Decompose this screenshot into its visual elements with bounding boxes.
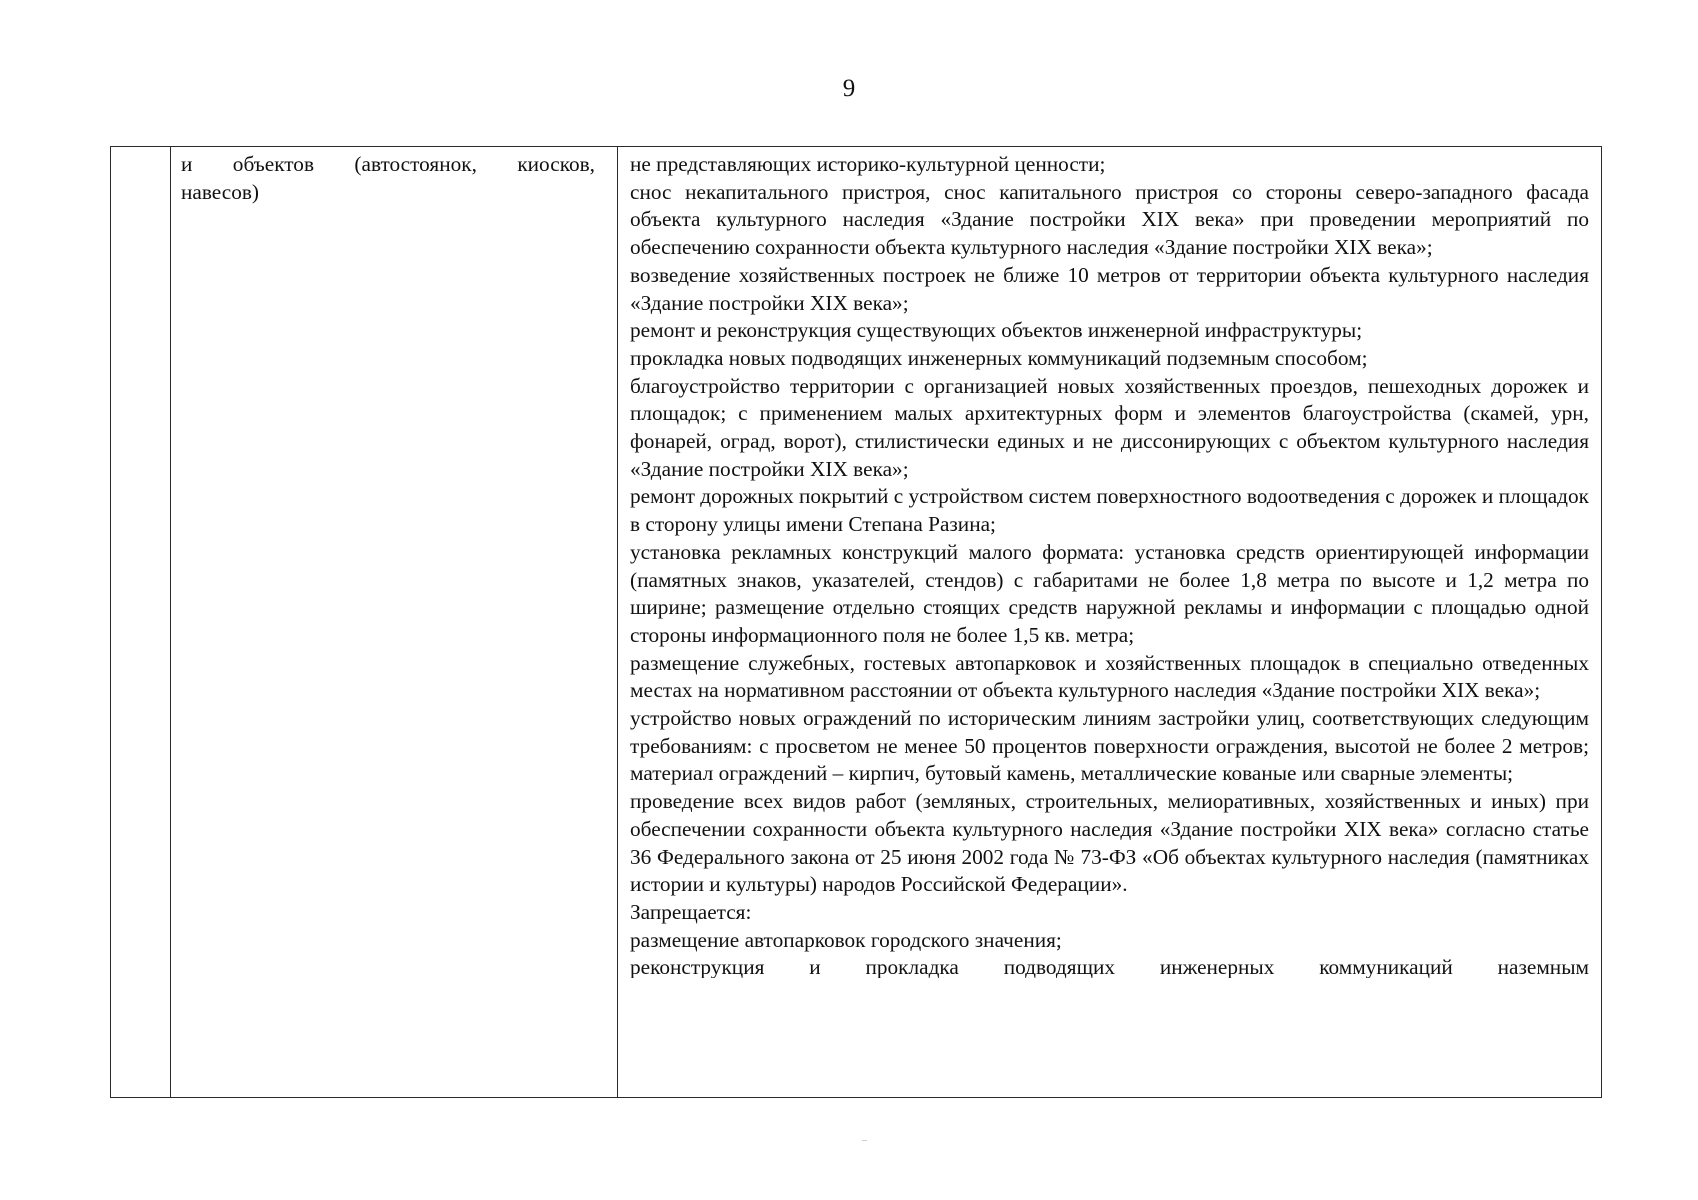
requirement-paragraph-continued: реконструкция и прокладка подводящих инженерных коммуникаций наземным: [630, 955, 1589, 979]
object-text-line-2: навесов): [181, 179, 260, 204]
row-number-cell: [111, 147, 171, 1098]
object-word: киосков,: [517, 152, 595, 176]
requirement-paragraph: снос некапитального пристроя, снос капитального пристроя со стороны северо-западного фасада объекта культурного наследия «Здание постройки XIX века» при проведении мероприятий по обеспечению сохранности объекта культурного наследия «Здание постройки XIX века»;: [630, 179, 1589, 260]
requirement-paragraph: прокладка новых подводящих инженерных коммуникаций подземным способом;: [630, 345, 1368, 370]
object-word: (автостоянок,: [354, 152, 477, 176]
requirement-paragraph: возведение хозяйственных построек не ближе 10 метров от территории объекта культурного наследия «Здание постройки XIX века»;: [630, 262, 1589, 315]
page-number: 9: [842, 75, 856, 102]
table-row: [111, 147, 1602, 1098]
requirement-paragraph: не представляющих историко-культурной ценности;: [630, 152, 1106, 176]
requirements-cell: [618, 147, 1602, 1098]
requirement-paragraph: размещение автопарковок городского значения;: [630, 927, 1062, 952]
regulations-table: [110, 146, 1602, 1098]
requirement-paragraph: устройство новых ограждений по историческим линиям застройки улиц, соответствующих следующим требованиям: с просветом не менее 50 процентов поверхности ограждения, высотой не более 2 метров; материал ограждений – кирпич, бутовый камень, металлические кованые или сварные элементы;: [630, 706, 1589, 786]
requirement-paragraph: ремонт и реконструкция существующих объектов инженерной инфраструктуры;: [630, 318, 1363, 343]
object-word: объектов: [232, 152, 315, 176]
object-word: и: [181, 152, 193, 176]
object-cell: [171, 147, 618, 1098]
requirement-paragraph: благоустройство территории с организацией новых хозяйственных проездов, пешеходных дорожек и площадок; с применением малых архитектурных форм и элементов благоустройства (скамей, урн, фонарей, оград, ворот), стилистически единых и не диссонирующих с объектом культурного наследия «Здание постройки XIX века»;: [630, 373, 1589, 481]
requirement-paragraph: установка рекламных конструкций малого формата: установка средств ориентирующей информации (памятных знаков, указателей, стендов) с габаритами не более 1,8 метра по высоте и 1,2 метра по ширине; размещение отдельно стоящих средств наружной рекламы и информации с площадью одной стороны информационного поля не более 1,5 кв. метра;: [630, 539, 1589, 647]
scan-artifact: [862, 1140, 867, 1141]
object-text-line-1: [181, 151, 607, 179]
prohibited-heading: Запрещается:: [630, 899, 752, 924]
requirement-paragraph: ремонт дорожных покрытий с устройством систем поверхностного водоотведения с дорожек и площадок в сторону улицы имени Степана Разина;: [630, 484, 1589, 537]
requirement-paragraph: проведение всех видов работ (земляных, строительных, мелиоративных, хозяйственных и иных) при обеспечении сохранности объекта культурного наследия «Здание постройки XIX века» согласно статье 36 Федерального закона от 25 июня 2002 года № 73-ФЗ «Об объектах культурного наследия (памятниках истории и культуры) народов Российской Федерации».: [630, 789, 1589, 897]
requirement-paragraph: размещение служебных, гостевых автопарковок и хозяйственных площадок в специально отведенных местах на нормативном расстоянии от объекта культурного наследия «Здание постройки XIX века»;: [630, 650, 1589, 703]
